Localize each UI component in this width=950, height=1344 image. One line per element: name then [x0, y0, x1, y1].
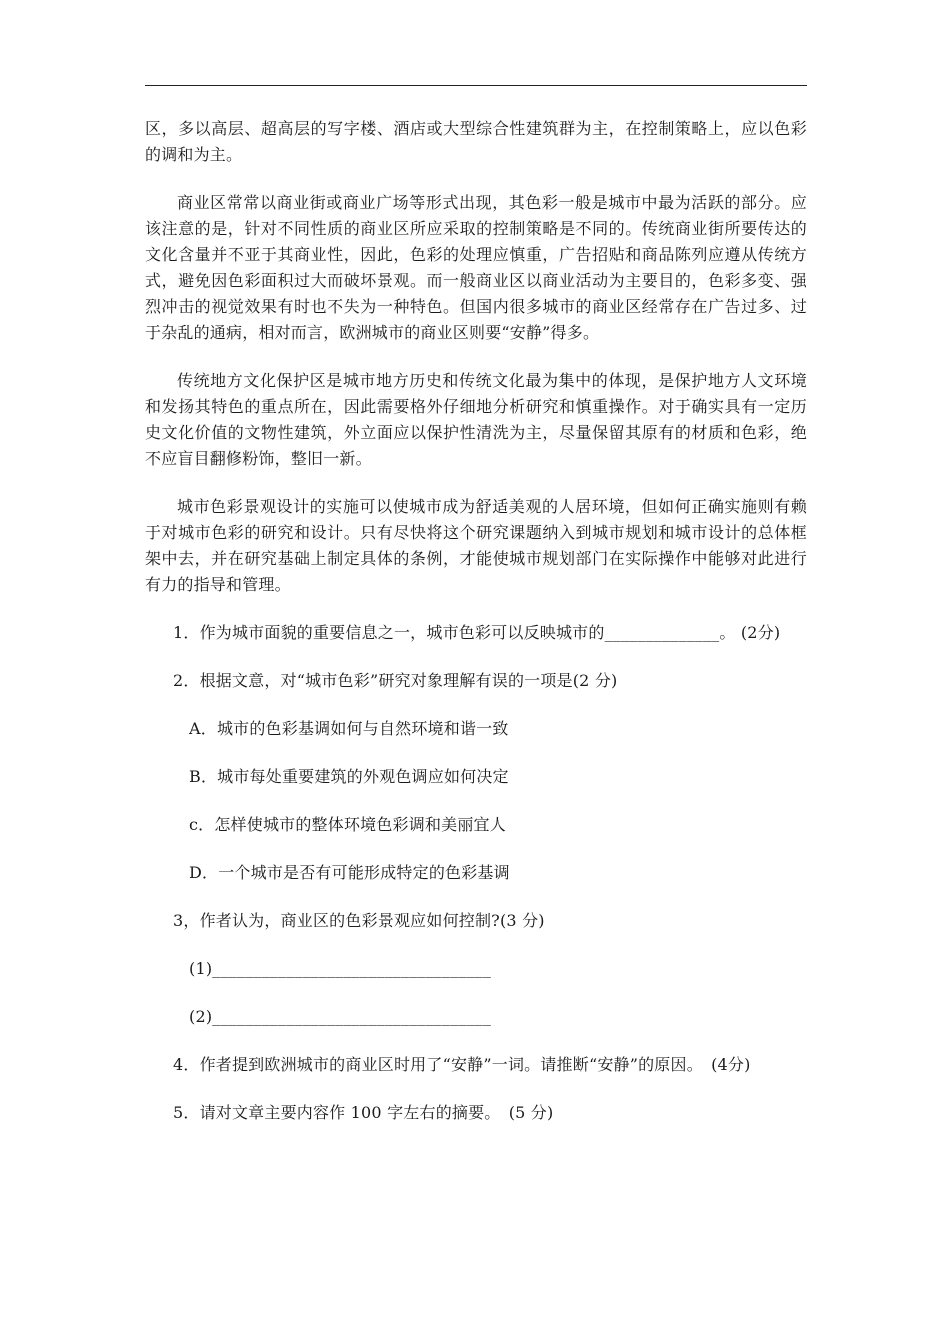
- question-2: 2．根据文意，对“城市色彩”研究对象理解有误的一项是(2 分): [173, 671, 618, 690]
- paragraph-continued: 区，多以高层、超高层的写字楼、酒店或大型综合性建筑群为主，在控制策略上，应以色彩的调和为主。: [145, 119, 807, 164]
- question-3-blank-2: (2)__________________________________: [189, 1007, 492, 1026]
- question-2-option-d: D．一个城市是否有可能形成特定的色彩基调: [189, 863, 510, 882]
- question-4: 4．作者提到欧洲城市的商业区时用了“安静”一词。请推断“安静”的原因。 (4分): [173, 1055, 751, 1074]
- question-2-option-a: A．城市的色彩基调如何与自然环境和谐一致: [189, 719, 509, 738]
- question-1: 1．作为城市面貌的重要信息之一，城市色彩可以反映城市的______________。 (2分): [173, 623, 781, 642]
- question-5: 5．请对文章主要内容作 100 字左右的摘要。 (5 分): [173, 1103, 554, 1122]
- paragraph-cultural-protection: 传统地方文化保护区是城市地方历史和传统文化最为集中的体现，是保护地方人文环境和发扬其特色的重点所在，因此需要格外仔细地分析研究和慎重操作。对于确实具有一定历史文化价值的文物性建筑，外立面应以保护性清洗为主，尽量保留其原有的材质和色彩，绝不应盲目翻修粉饰，整旧一新。: [145, 371, 807, 468]
- question-3-blank-1: (1)__________________________________: [189, 959, 492, 978]
- paragraph-implementation: 城市色彩景观设计的实施可以使城市成为舒适美观的人居环境，但如何正确实施则有赖于对城市色彩的研究和设计。只有尽快将这个研究课题纳入到城市规划和城市设计的总体框架中去，并在研究基础上制定具体的条例，才能使城市规划部门在实际操作中能够对此进行有力的指导和管理。: [145, 497, 807, 594]
- paragraph-commercial-district: 商业区常常以商业街或商业广场等形式出现，其色彩一般是城市中最为活跃的部分。应该注意的是，针对不同性质的商业区所应采取的控制策略是不同的。传统商业街所要传达的文化含量并不亚于其商业性，因此，色彩的处理应慎重，广告招贴和商品陈列应遵从传统方式，避免因色彩面积过大而破坏景观。而一般商业区以商业活动为主要目的，色彩多变、强烈冲击的视觉效果有时也不失为一种特色。但国内很多城市的商业区经常存在广告过多、过于杂乱的通病，相对而言，欧洲城市的商业区则要“安静”得多。: [145, 193, 807, 342]
- question-2-option-b: B．城市每处重要建筑的外观色调应如何决定: [189, 767, 509, 786]
- question-3: 3，作者认为，商业区的色彩景观应如何控制?(3 分): [173, 911, 545, 930]
- header-rule: [145, 85, 807, 86]
- document-body: [145, 116, 807, 1148]
- question-2-option-c: c．怎样使城市的整体环境色彩调和美丽宜人: [189, 815, 506, 834]
